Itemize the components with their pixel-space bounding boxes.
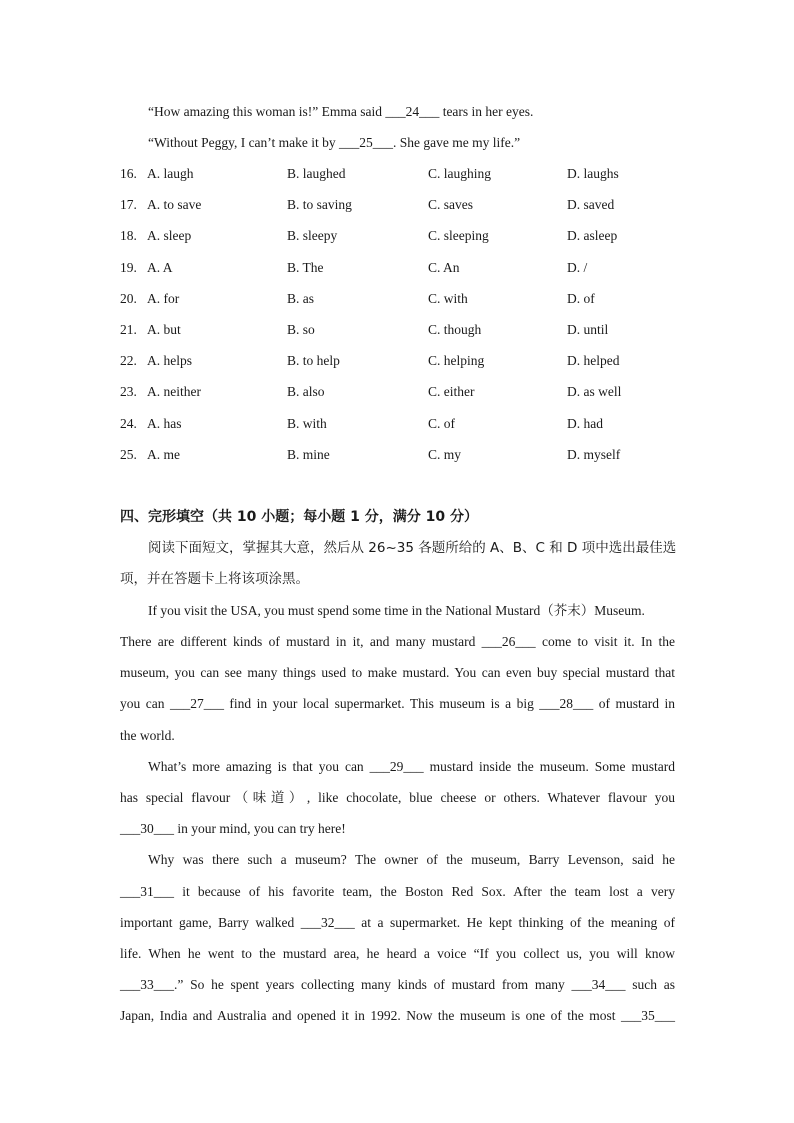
option-a: A. me [147, 447, 180, 462]
option-a: A. to save [147, 197, 202, 212]
option-c: C. my [428, 447, 462, 462]
question-number: 20. [120, 291, 137, 306]
option-b: B. with [287, 416, 327, 431]
option-d: D. helped [567, 353, 620, 368]
passage-line: What’s more amazing is that you can ___29___ mustard inside the museum. Some mustard [148, 759, 675, 774]
option-c: C. laughing [428, 166, 491, 181]
question-number: 17. [120, 197, 137, 212]
question-number: 18. [120, 228, 137, 243]
passage-line: ___33___.” So he spent years collecting many kinds of mustard from many ___34___ such as [120, 977, 675, 992]
option-b: B. sleepy [287, 228, 338, 243]
dialogue-line-1: “How amazing this woman is!” Emma said ___24___ tears in her eyes. [148, 104, 534, 119]
passage-line: you can ___27___ find in your local supermarket. This museum is a big ___28___ of mustard in [120, 696, 675, 711]
passage-line: the world. [120, 728, 175, 743]
option-d: D. until [567, 322, 609, 337]
passage-line: If you visit the USA, you must spend some time in the National Mustard（芥末）Museum. [148, 603, 645, 618]
option-d: D. laughs [567, 166, 619, 181]
option-a: A. neither [147, 384, 201, 399]
option-row [120, 416, 680, 432]
passage-line: There are different kinds of mustard in it, and many mustard ___26___ come to visit it. In the [120, 634, 675, 649]
option-c: C. An [428, 260, 460, 275]
option-a: A. has [147, 416, 182, 431]
option-row [120, 228, 680, 244]
option-row [120, 447, 680, 463]
option-b: B. also [287, 384, 325, 399]
option-c: C. helping [428, 353, 485, 368]
option-a: A. laugh [147, 166, 194, 181]
instruction-line-1: 阅读下面短文，掌握其大意，然后从 26~35 各题所给的 A、B、C 和 D 项中选出最佳选 [148, 540, 677, 556]
option-d: D. saved [567, 197, 615, 212]
passage-line: ___30___ in your mind, you can try here! [120, 821, 346, 836]
option-c: C. sleeping [428, 228, 489, 243]
question-number: 19. [120, 260, 137, 275]
option-c: C. though [428, 322, 482, 337]
option-row [120, 197, 680, 213]
option-a: A. for [147, 291, 180, 306]
passage-line: museum, you can see many things used to make mustard. You can even buy special mustard that [120, 665, 675, 680]
option-b: B. to help [287, 353, 340, 368]
passage-line: Why was there such a museum? The owner of the museum, Barry Levenson, said he [148, 852, 675, 867]
option-row [120, 291, 680, 307]
question-number: 22. [120, 353, 137, 368]
option-d: D. as well [567, 384, 622, 399]
option-a: A. but [147, 322, 181, 337]
dialogue-line-2: “Without Peggy, I can’t make it by ___25___. She gave me my life.” [148, 135, 521, 150]
passage-line: has special flavour（味道）, like chocolate, blue cheese or others. Whatever flavour you [120, 790, 675, 805]
instruction-line-2: 项，并在答题卡上将该项涂黑。 [120, 571, 309, 587]
option-d: D. myself [567, 447, 621, 462]
option-a: A. sleep [147, 228, 192, 243]
passage-line: life. When he went to the mustard area, he heard a voice “If you collect us, you will know [120, 946, 675, 961]
option-c: C. saves [428, 197, 473, 212]
question-number: 25. [120, 447, 137, 462]
option-row [120, 322, 680, 338]
option-b: B. laughed [287, 166, 346, 181]
passage-line: Japan, India and Australia and opened it in 1992. Now the museum is one of the most ___35___ [120, 1008, 675, 1023]
option-d: D. asleep [567, 228, 618, 243]
option-row [120, 353, 680, 369]
passage-line: ___31___ it because of his favorite team, the Boston Red Sox. After the team lost a very [120, 884, 675, 899]
option-b: B. to saving [287, 197, 352, 212]
question-number: 21. [120, 322, 137, 337]
option-c: C. with [428, 291, 468, 306]
option-d: D. / [567, 260, 588, 275]
option-c: C. of [428, 416, 455, 431]
option-c: C. either [428, 384, 475, 399]
question-number: 23. [120, 384, 137, 399]
question-number: 16. [120, 166, 137, 181]
question-number: 24. [120, 416, 137, 431]
option-a: A. A [147, 260, 173, 275]
option-b: B. mine [287, 447, 330, 462]
option-b: B. as [287, 291, 314, 306]
section-heading: 四、完形填空（共 10 小题；每小题 1 分，满分 10 分） [120, 509, 478, 525]
option-b: B. so [287, 322, 315, 337]
option-row [120, 166, 680, 182]
option-d: D. of [567, 291, 595, 306]
option-b: B. The [287, 260, 324, 275]
option-row [120, 384, 680, 400]
passage-line: important game, Barry walked ___32___ at a supermarket. He kept thinking of the meaning of [120, 915, 675, 930]
option-d: D. had [567, 416, 603, 431]
option-row [120, 260, 680, 276]
option-a: A. helps [147, 353, 192, 368]
